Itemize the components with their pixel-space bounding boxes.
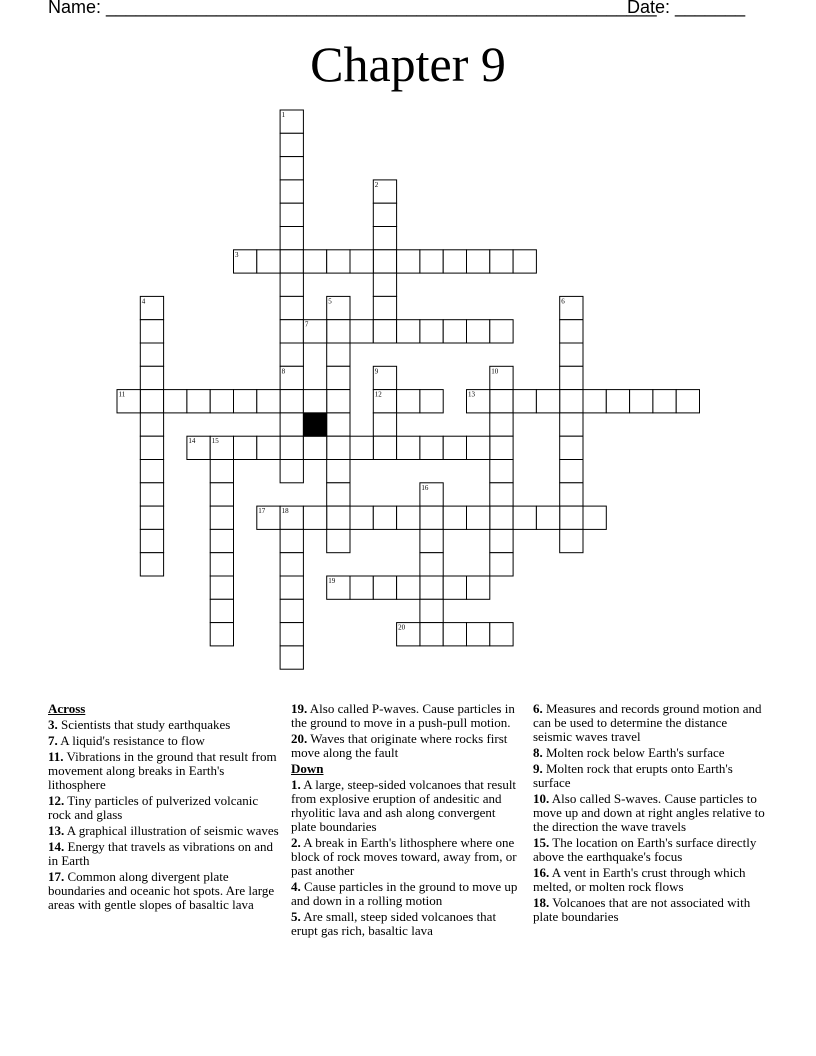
grid-cell[interactable]	[420, 623, 443, 646]
clue-down-18: 18. Volcanoes that are not associated with plate boundaries	[533, 895, 751, 924]
grid-cell[interactable]	[140, 553, 163, 576]
grid-cell[interactable]	[420, 250, 443, 273]
clue-down-8: 8. Molten rock below Earth's surface	[533, 745, 725, 760]
grid-cell[interactable]	[140, 366, 163, 389]
grid-cell[interactable]	[373, 576, 396, 599]
cell-number: 7	[304, 320, 309, 329]
grid-cell[interactable]	[234, 436, 257, 459]
grid-cell[interactable]	[536, 390, 559, 413]
grid-cell[interactable]	[373, 227, 396, 250]
grid-cell[interactable]	[327, 343, 350, 366]
clue-across-20: 20. Waves that originate where rocks first move along the fault	[291, 731, 508, 760]
grid-cell[interactable]	[397, 436, 420, 459]
clue-down-2: 2. A break in Earth's lithosphere where one block of rock moves toward, away from, or past another	[291, 835, 517, 878]
grid-cell[interactable]	[513, 506, 536, 529]
cell-number: 14	[188, 437, 196, 446]
grid-cell[interactable]	[280, 529, 303, 552]
grid-cell[interactable]	[560, 343, 583, 366]
grid-cell[interactable]	[327, 436, 350, 459]
grid-cell[interactable]	[280, 413, 303, 436]
grid-cell[interactable]	[280, 646, 303, 669]
grid-cell[interactable]	[303, 390, 326, 413]
clues-column-1	[48, 702, 280, 914]
grid-cell[interactable]	[560, 413, 583, 436]
grid-cell[interactable]	[560, 529, 583, 552]
grid-cell[interactable]	[327, 250, 350, 273]
shaded-cell	[303, 413, 326, 436]
grid-cell[interactable]	[303, 436, 326, 459]
grid-cell[interactable]	[443, 623, 466, 646]
grid-cell[interactable]	[327, 366, 350, 389]
grid-cell[interactable]	[140, 506, 163, 529]
clue-across-14: 14. Energy that travels as vibrations on and in Earth	[48, 839, 274, 868]
grid-cell[interactable]	[560, 460, 583, 483]
grid-cell[interactable]	[350, 250, 373, 273]
grid-cell[interactable]	[536, 506, 559, 529]
clue-down-6: 6. Measures and records ground motion and can be used to determine the distance seismic waves travel	[533, 701, 762, 744]
grid-cell[interactable]	[140, 483, 163, 506]
grid-cell[interactable]	[164, 390, 187, 413]
grid-cell[interactable]	[467, 506, 490, 529]
grid-cell[interactable]	[327, 529, 350, 552]
grid-cell[interactable]	[467, 623, 490, 646]
grid-cell[interactable]	[140, 343, 163, 366]
grid-cell[interactable]	[397, 390, 420, 413]
grid-cell[interactable]	[490, 529, 513, 552]
grid-cell[interactable]	[676, 390, 699, 413]
cell-number: 5	[328, 297, 332, 306]
cell-number: 12	[374, 390, 382, 399]
grid-cell[interactable]	[443, 250, 466, 273]
grid-cell[interactable]	[257, 436, 280, 459]
grid-cell[interactable]	[490, 413, 513, 436]
grid-cell[interactable]	[513, 390, 536, 413]
grid-cell[interactable]	[420, 506, 443, 529]
grid-cell[interactable]	[327, 390, 350, 413]
clue-across-11: 11. Vibrations in the ground that result from movement along breaks in Earth's lithosphere	[48, 749, 277, 792]
cell-number: 11	[118, 390, 126, 399]
grid-cell[interactable]	[327, 506, 350, 529]
cell-number: 1	[281, 111, 286, 119]
grid-cell[interactable]	[420, 390, 443, 413]
grid-cell[interactable]	[420, 529, 443, 552]
grid-cell[interactable]	[443, 436, 466, 459]
grid-cell[interactable]	[350, 576, 373, 599]
date-field-label: Date: _______	[627, 0, 746, 17]
clue-down-10: 10. Also called S-waves. Cause particles to move up and down at right angles relative to the direction the wave travels	[533, 791, 765, 834]
grid-cell[interactable]	[257, 250, 280, 273]
grid-cell[interactable]	[420, 553, 443, 576]
cell-number: 13	[468, 390, 475, 399]
clue-down-16: 16. A vent in Earth's crust through which melted, or molten rock flows	[533, 865, 746, 894]
grid-cell[interactable]	[397, 506, 420, 529]
grid-cell[interactable]	[280, 623, 303, 646]
grid-cell[interactable]	[560, 436, 583, 459]
grid-cell[interactable]	[513, 250, 536, 273]
grid-cell[interactable]	[373, 273, 396, 296]
grid-cell[interactable]	[373, 250, 396, 273]
grid-cell[interactable]	[653, 390, 676, 413]
grid-cell[interactable]	[140, 390, 163, 413]
clue-across-19: 19. Also called P-waves. Cause particles in the ground to move in a push-pull motion.	[291, 701, 515, 730]
grid-cell[interactable]	[420, 320, 443, 343]
grid-cell[interactable]	[280, 599, 303, 622]
cell-number: 6	[561, 297, 565, 306]
grid-cell[interactable]	[280, 553, 303, 576]
grid-cell[interactable]	[210, 529, 233, 552]
grid-cell[interactable]	[560, 483, 583, 506]
grid-cell[interactable]	[373, 203, 396, 226]
clue-across-7: 7. A liquid's resistance to flow	[48, 733, 205, 748]
grid-cell[interactable]	[490, 553, 513, 576]
grid-cell[interactable]	[583, 390, 606, 413]
grid-cell[interactable]	[373, 413, 396, 436]
grid-cell[interactable]	[303, 250, 326, 273]
grid-cell[interactable]	[210, 553, 233, 576]
grid-cell[interactable]	[280, 296, 303, 319]
cell-number: 10	[491, 367, 499, 376]
grid-cell[interactable]	[373, 296, 396, 319]
clues-column-2	[291, 702, 523, 940]
cell-number: 20	[398, 623, 406, 632]
cell-number: 17	[258, 507, 266, 516]
grid-cell[interactable]	[467, 250, 490, 273]
grid-cell[interactable]	[280, 203, 303, 226]
grid-cell[interactable]	[350, 320, 373, 343]
grid-cell[interactable]	[490, 320, 513, 343]
page-title: Chapter 9	[310, 36, 506, 92]
grid-cell[interactable]	[490, 460, 513, 483]
grid-cell[interactable]	[210, 623, 233, 646]
grid-cell[interactable]	[210, 390, 233, 413]
cell-number: 16	[421, 483, 429, 492]
grid-cell[interactable]	[327, 413, 350, 436]
cell-number: 3	[235, 250, 239, 259]
clue-down-4: 4. Cause particles in the ground to move up and down in a rolling motion	[291, 879, 518, 908]
grid-cell[interactable]	[350, 506, 373, 529]
grid-cell[interactable]	[257, 390, 280, 413]
grid-cell[interactable]	[327, 320, 350, 343]
name-field-label: Name: _______________________________________________________	[48, 0, 657, 17]
grid-cell[interactable]	[443, 576, 466, 599]
grid-cell[interactable]	[280, 273, 303, 296]
grid-cell[interactable]	[140, 436, 163, 459]
grid-cell[interactable]	[560, 390, 583, 413]
grid-cell[interactable]	[280, 576, 303, 599]
grid-cell[interactable]	[280, 436, 303, 459]
grid-cell[interactable]	[140, 320, 163, 343]
grid-cell[interactable]	[490, 250, 513, 273]
clue-down-5: 5. Are small, steep sided volcanoes that erupt gas rich, basaltic lava	[291, 909, 497, 938]
grid-cell[interactable]	[420, 599, 443, 622]
grid-cell[interactable]	[210, 460, 233, 483]
cell-number: 15	[211, 437, 219, 446]
grid-cell[interactable]	[210, 599, 233, 622]
cell-number: 4	[141, 297, 146, 306]
grid-cell[interactable]	[234, 390, 257, 413]
grid-cell[interactable]	[280, 250, 303, 273]
grid-cell[interactable]	[490, 623, 513, 646]
grid-cell[interactable]	[420, 576, 443, 599]
grid-cell[interactable]	[397, 576, 420, 599]
grid-cell[interactable]	[467, 320, 490, 343]
grid-cell[interactable]	[327, 460, 350, 483]
cell-number: 2	[374, 180, 379, 189]
grid-cell[interactable]	[560, 366, 583, 389]
clues-column-3	[533, 702, 769, 926]
grid-cell[interactable]	[280, 390, 303, 413]
grid-cell[interactable]	[280, 460, 303, 483]
clue-across-13: 13. A graphical illustration of seismic waves	[48, 823, 279, 838]
grid-cell[interactable]	[187, 390, 210, 413]
clue-down-15: 15. The location on Earth's surface directly above the earthquake's focus	[533, 835, 757, 864]
clue-across-12: 12. Tiny particles of pulverized volcanic rock and glass	[48, 793, 259, 822]
grid-cell[interactable]	[397, 250, 420, 273]
grid-cell[interactable]	[583, 506, 606, 529]
grid-cell[interactable]	[606, 390, 629, 413]
grid-cell[interactable]	[443, 320, 466, 343]
clue-down-9: 9. Molten rock that erupts onto Earth's surface	[533, 761, 733, 790]
grid-cell[interactable]	[280, 157, 303, 180]
grid-cell[interactable]	[280, 227, 303, 250]
grid-cell[interactable]	[443, 506, 466, 529]
grid-cell[interactable]	[373, 320, 396, 343]
grid-cell[interactable]	[373, 436, 396, 459]
grid-cell[interactable]	[560, 320, 583, 343]
grid-cell[interactable]	[210, 483, 233, 506]
grid-cell[interactable]	[490, 506, 513, 529]
grid-cell[interactable]	[490, 483, 513, 506]
grid-cell[interactable]	[210, 576, 233, 599]
grid-cell[interactable]	[373, 506, 396, 529]
grid-cell[interactable]	[350, 436, 373, 459]
cell-number: 18	[281, 507, 289, 516]
clue-across-3: 3. Scientists that study earthquakes	[48, 717, 231, 732]
grid-cell[interactable]	[303, 506, 326, 529]
grid-cell[interactable]	[467, 576, 490, 599]
grid-cell[interactable]	[140, 529, 163, 552]
cell-number: 19	[328, 577, 336, 585]
grid-cell[interactable]	[490, 436, 513, 459]
grid-cell[interactable]	[560, 506, 583, 529]
across-heading: Across	[48, 701, 86, 716]
grid-cell[interactable]	[140, 460, 163, 483]
grid-cell[interactable]	[280, 133, 303, 156]
cell-number: 8	[281, 367, 286, 376]
grid-cell[interactable]	[420, 436, 443, 459]
grid-cell[interactable]	[280, 320, 303, 343]
clue-across-17: 17. Common along divergent plate boundaries and oceanic hot spots. Are large areas with gentle slopes of basaltic lava	[48, 869, 275, 912]
grid-cell[interactable]	[397, 320, 420, 343]
grid-cell[interactable]	[280, 343, 303, 366]
grid-cell[interactable]	[467, 436, 490, 459]
cell-number: 9	[374, 367, 379, 376]
grid-cell[interactable]	[490, 390, 513, 413]
clue-down-1: 1. A large, steep-sided volcanoes that result from explosive eruption of andesitic and rhyolitic lava and ash along convergent plate boundaries	[291, 777, 517, 834]
grid-cell[interactable]	[280, 180, 303, 203]
grid-cell[interactable]	[630, 390, 653, 413]
grid-cell[interactable]	[327, 483, 350, 506]
down-heading: Down	[291, 761, 324, 776]
grid-cell[interactable]	[140, 413, 163, 436]
grid-cell[interactable]	[210, 506, 233, 529]
